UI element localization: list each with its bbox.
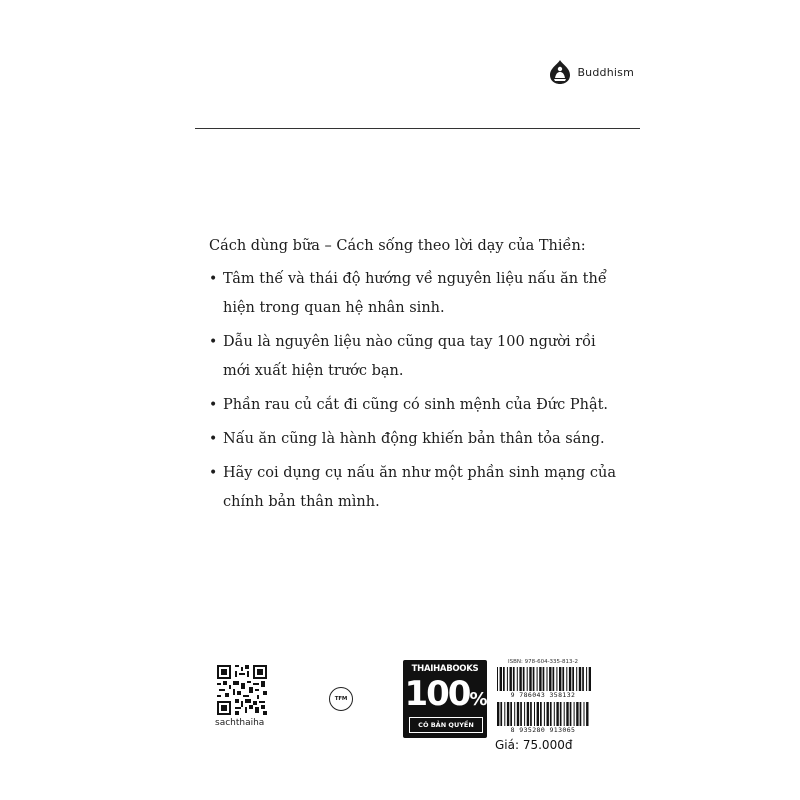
barcode-bar xyxy=(579,667,581,691)
barcode-bar xyxy=(517,702,519,726)
barcode-bar xyxy=(570,702,572,726)
barcode-bar xyxy=(586,702,588,726)
barcode-bar xyxy=(566,702,568,726)
barcode-bar xyxy=(529,667,531,691)
qr-code-icon[interactable] xyxy=(217,665,267,715)
bullet-item xyxy=(209,265,629,323)
qr-caption: sachthaiha xyxy=(215,718,265,728)
barcode-bar xyxy=(534,702,535,726)
bullet-dot: • xyxy=(209,397,218,413)
barcode-bar xyxy=(554,702,555,726)
copyright-badge xyxy=(403,660,487,738)
bullet-item xyxy=(209,391,629,420)
barcode-bar xyxy=(510,667,512,691)
barcode-bar xyxy=(539,667,541,691)
barcode-bar xyxy=(547,667,548,691)
barcode-bar xyxy=(553,667,555,691)
barcode-bar xyxy=(576,667,577,691)
bullet-dot: • xyxy=(209,334,218,350)
barcode-bar xyxy=(503,667,505,691)
bullet-line: Dẫu là nguyên liệu nào cũng qua tay 100 người rồi xyxy=(223,334,596,350)
bullet-item xyxy=(209,425,629,454)
intro-heading: Cách dùng bữa – Cách sống theo lời dạy của Thiền: xyxy=(209,238,586,254)
barcode-bar xyxy=(569,667,571,691)
barcode-bar xyxy=(580,702,582,726)
barcode-bar xyxy=(530,702,532,726)
barcode-bar xyxy=(533,667,535,691)
badge-bottom-label: CÓ BẢN QUYỀN xyxy=(409,717,483,733)
barcode-bar xyxy=(500,667,502,691)
price-label: Giá: 75.000đ xyxy=(495,738,573,752)
barcode-bar xyxy=(520,702,522,726)
bullet-list xyxy=(209,265,629,522)
bullet-line: hiện trong quan hệ nhân sinh. xyxy=(223,300,445,316)
bullet-line: Tâm thế và thái độ hướng về nguyên liệu nấu ăn thể xyxy=(223,271,607,287)
barcode-bar xyxy=(497,702,499,726)
barcode-bar xyxy=(543,667,545,691)
bullet-item xyxy=(209,459,629,517)
barcode-bar xyxy=(547,702,549,726)
book-back-cover xyxy=(195,40,640,760)
barcode-bar xyxy=(537,702,539,726)
barcode-bar xyxy=(560,702,562,726)
bullet-item xyxy=(209,328,629,386)
barcode-bar xyxy=(497,667,498,691)
barcode-bar xyxy=(582,667,584,691)
bullet-dot: • xyxy=(209,465,218,481)
barcode-bar xyxy=(586,667,587,691)
barcode-bar xyxy=(562,667,564,691)
barcode-bar xyxy=(514,702,515,726)
barcode-bar xyxy=(584,702,585,726)
barcode-bar xyxy=(556,667,557,691)
bullet-dot: • xyxy=(209,431,218,447)
bullet-line: chính bản thân mình. xyxy=(223,494,380,510)
barcode-bar xyxy=(523,667,525,691)
barcode-block xyxy=(495,659,591,734)
publisher-logo: TFM xyxy=(329,687,353,711)
bullet-line: Phần rau củ cắt đi cũng có sinh mệnh của Đức Phật. xyxy=(223,397,609,413)
isbn-barcode-icon xyxy=(495,667,591,691)
barcode-bar xyxy=(559,667,561,691)
barcode-bar xyxy=(576,702,578,726)
barcode-number: 8 935280 913065 xyxy=(510,726,576,734)
barcode-bar xyxy=(544,702,545,726)
badge-number xyxy=(403,674,487,720)
barcode-bar xyxy=(589,667,591,691)
barcode-bar xyxy=(550,702,552,726)
barcode-bar xyxy=(507,702,509,726)
brand-label: Buddhism xyxy=(577,65,634,79)
barcode-bar xyxy=(513,667,515,691)
bullet-dot: • xyxy=(209,271,218,287)
barcode-bar xyxy=(527,667,528,691)
ean-barcode-icon xyxy=(495,702,591,726)
barcode-bar xyxy=(504,702,505,726)
badge-percent: % xyxy=(469,689,486,710)
barcode-bar xyxy=(556,702,558,726)
bullet-line: mới xuất hiện trước bạn. xyxy=(223,363,404,379)
isbn-text: ISBN: 978-604-335-813-2 xyxy=(507,659,579,665)
barcode-bar xyxy=(510,702,512,726)
barcode-bar xyxy=(517,667,518,691)
barcode-bar xyxy=(527,702,529,726)
header-divider xyxy=(195,128,640,129)
barcode-bar xyxy=(549,667,551,691)
barcode-bar xyxy=(500,702,502,726)
barcode-bar xyxy=(537,667,538,691)
series-brand xyxy=(549,59,634,85)
barcode-bar xyxy=(524,702,525,726)
barcode-bar xyxy=(540,702,542,726)
bodhi-leaf-buddha-icon xyxy=(549,59,571,85)
badge-top-label: THAIHABOOKS xyxy=(411,664,479,674)
barcode-bar xyxy=(574,702,575,726)
barcode-bar xyxy=(564,702,565,726)
badge-number-value: 100 xyxy=(404,674,470,714)
barcode-bar xyxy=(507,667,508,691)
bullet-line: Nấu ăn cũng là hành động khiến bản thân tỏa sáng. xyxy=(223,431,605,447)
barcode-number: 9 786043 358132 xyxy=(510,691,576,699)
barcode-bar xyxy=(572,667,574,691)
barcode-bar xyxy=(519,667,521,691)
bullet-line: Hãy coi dụng cụ nấu ăn như một phần sinh mạng của xyxy=(223,465,616,481)
barcode-bar xyxy=(566,667,567,691)
